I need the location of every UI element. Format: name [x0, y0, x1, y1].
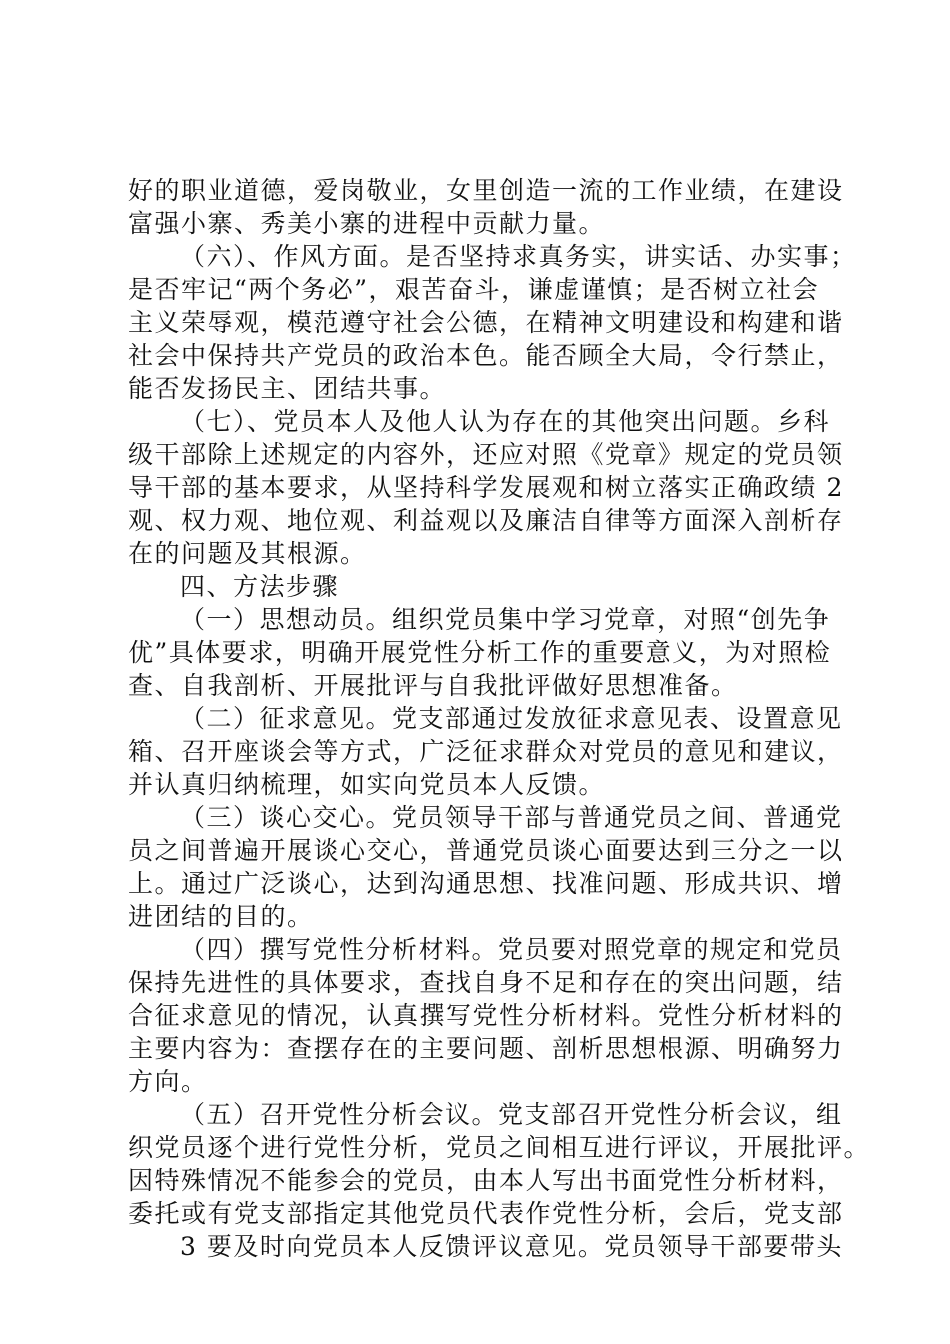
text-line: 好的职业道德，爱岗敬业，女里创造一流的工作业绩，在建设 — [128, 176, 844, 205]
text-line: 并认真归纳梳理，如实向党员本人反馈。 — [128, 770, 606, 799]
text-line: 观、权力观、地位观、利益观以及廉洁自律等方面深入剖析存 — [128, 506, 844, 535]
text-line: 是否牢记“两个务必”，艰苦奋斗，谦虚谨慎；是否树立社会 — [128, 275, 820, 304]
text-line: 社会中保持共产党员的政治本色。能否顾全大局，令行禁止， — [128, 341, 844, 370]
text-line: 主义荣辱观，模范遵守社会公德，在精神文明建设和构建和谐 — [128, 308, 844, 337]
text-line: 因特殊情况不能参会的党员，由本人写出书面党性分析材料， — [128, 1166, 844, 1195]
text-line: 能否发扬民主、团结共事。 — [128, 374, 447, 403]
document-body — [128, 174, 871, 1263]
text-line: （七）、党员本人及他人认为存在的其他突出问题。乡科 — [180, 407, 831, 436]
text-line: （六）、作风方面。是否坚持求真务实，讲实话、办实事； — [180, 242, 857, 271]
text-line: 导干部的基本要求，从坚持科学发展观和树立落实正确政绩 2 — [128, 473, 844, 502]
text-line: （三）谈心交心。党员领导干部与普通党员之间、普通党 — [180, 803, 843, 832]
text-line: 员之间普遍开展谈心交心，普通党员谈心面要达到三分之一以 — [128, 836, 844, 865]
text-line: 委托或有党支部指定其他党员代表作党性分析，会后，党支部 — [128, 1199, 844, 1228]
text-line: 查、自我剖析、开展批评与自我批评做好思想准备。 — [128, 671, 738, 700]
text-line: 四、方法步骤 — [180, 572, 340, 601]
text-line: 上。通过广泛谈心，达到沟通思想、找准问题、形成共识、增 — [128, 869, 844, 898]
text-line: （一）思想动员。组织党员集中学习党章，对照“创先争 — [180, 605, 831, 634]
text-line: 在的问题及其根源。 — [128, 539, 367, 568]
text-line: 级干部除上述规定的内容外，还应对照《党章》规定的党员领 — [128, 440, 844, 469]
text-line: 富强小寨、秀美小寨的进程中贡献力量。 — [128, 209, 606, 238]
text-line: （二）征求意见。党支部通过发放征求意见表、设置意见 — [180, 704, 843, 733]
text-line: 合征求意见的情况，认真撰写党性分析材料。党性分析材料的 — [128, 1001, 844, 1030]
text-line: 织党员逐个进行党性分析，党员之间相互进行评议，开展批评。 — [128, 1133, 871, 1162]
text-line: 进团结的目的。 — [128, 902, 314, 931]
text-line: 优”具体要求，明确开展党性分析工作的重要意义，为对照检 — [128, 638, 832, 667]
text-line: 箱、召开座谈会等方式，广泛征求群众对党员的意见和建议， — [128, 737, 844, 766]
text-line: 3 要及时向党员本人反馈评议意见。党员领导干部要带头 — [180, 1232, 843, 1261]
text-line: （四）撰写党性分析材料。党员要对照党章的规定和党员 — [180, 935, 843, 964]
text-line: （五）召开党性分析会议。党支部召开党性分析会议，组 — [180, 1100, 843, 1129]
text-line: 方向。 — [128, 1067, 208, 1096]
text-line: 主要内容为：查摆存在的主要问题、剖析思想根源、明确努力 — [128, 1034, 844, 1063]
text-line: 保持先进性的具体要求，查找自身不足和存在的突出问题，结 — [128, 968, 844, 997]
